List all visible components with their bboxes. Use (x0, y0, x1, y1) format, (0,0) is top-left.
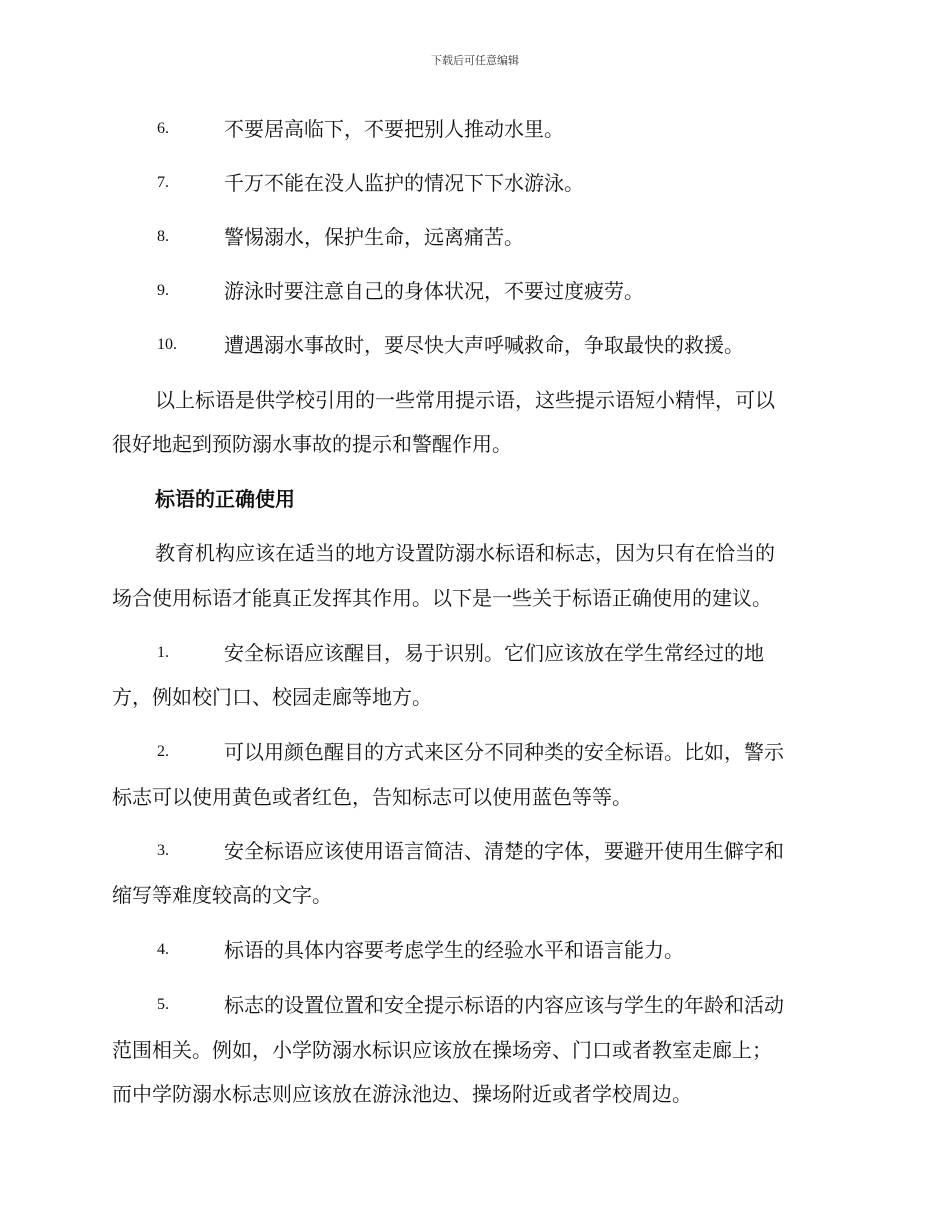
list-item-text: 不要居高临下，不要把别人推动水里。 (224, 117, 564, 141)
list-item-text: 可以用颜色醒目的方式来区分不同种类的安全标语。比如，警示 (224, 740, 784, 764)
list-item-number: 1. (157, 644, 169, 661)
list-item-text: 安全标语应该使用语言简洁、清楚的字体，要避开使用生僻字和 (224, 839, 784, 863)
list-item-number: 9. (157, 282, 169, 299)
list-item-number: 10. (157, 336, 177, 353)
intro-paragraph-line: 场合使用标语才能真正发挥其作用。以下是一些关于标语正确使用的建议。 (112, 586, 772, 610)
list-item-number: 3. (157, 842, 169, 859)
list-item-text: 游泳时要注意自己的身体状况，不要过度疲劳。 (224, 279, 644, 303)
page-header-note: 下载后可任意编辑 (431, 54, 519, 67)
list-item-text-continued: 标志可以使用黄色或者红色，告知标志可以使用蓝色等等。 (112, 785, 632, 809)
list-item-number: 6. (157, 120, 169, 137)
list-item-text: 标语的具体内容要考虑学生的经验水平和语言能力。 (224, 938, 684, 962)
list-item-text-continued: 范围相关。例如，小学防溺水标识应该放在操场旁、门口或者教室走廊上； (112, 1038, 772, 1062)
list-item-number: 5. (157, 996, 169, 1013)
list-item-text: 安全标语应该醒目，易于识别。它们应该放在学生常经过的地 (224, 641, 764, 665)
list-item-text-continued: 方，例如校门口、校园走廊等地方。 (112, 685, 432, 709)
list-item-number: 4. (157, 941, 169, 958)
list-item-text: 遭遇溺水事故时，要尽快大声呼喊救命，争取最快的救援。 (224, 333, 744, 357)
list-item-text-continued: 而中学防溺水标志则应该放在游泳池边、操场附近或者学校周边。 (112, 1082, 692, 1106)
list-item-text-continued: 缩写等难度较高的文字。 (112, 883, 332, 907)
summary-paragraph-line: 很好地起到预防溺水事故的提示和警醒作用。 (112, 432, 512, 456)
list-item-text: 标志的设置位置和安全提示标语的内容应该与学生的年龄和活动 (224, 993, 784, 1017)
list-item-text: 千万不能在没人监护的情况下下水游泳。 (224, 171, 584, 195)
list-item-number: 2. (157, 743, 169, 760)
list-item-text: 警惕溺水，保护生命，远离痛苦。 (224, 225, 524, 249)
list-item-number: 8. (157, 228, 169, 245)
intro-paragraph-line: 教育机构应该在适当的地方设置防溺水标语和标志，因为只有在恰当的 (155, 541, 775, 565)
summary-paragraph-line: 以上标语是供学校引用的一些常用提示语，这些提示语短小精悍，可以 (155, 388, 775, 412)
list-item-number: 7. (157, 174, 169, 191)
section-heading: 标语的正确使用 (155, 487, 295, 511)
